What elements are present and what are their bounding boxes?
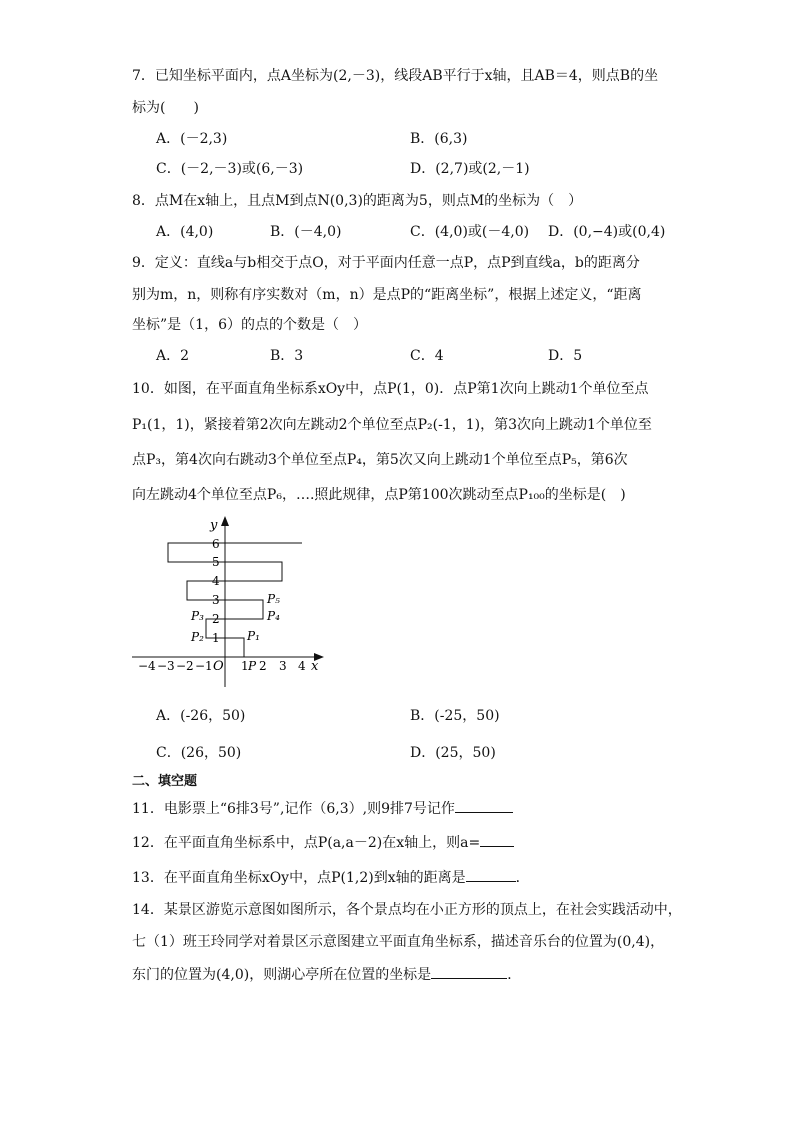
q14-line2: 七（1）班王玲同学对着景区示意图建立平面直角坐标系，描述音乐台的位置为(0,4)， [132, 934, 665, 950]
origin-label: O [213, 659, 224, 674]
q10-line2: P₁(1，1)，紧接着第2次向左跳动2个单位至点P₂(-1，1)，第3次向上跳动1个单位至 [132, 417, 652, 433]
q12-line [132, 832, 514, 853]
x-tick-label: 3 [279, 659, 287, 673]
q14-line3-wrap: 东门的位置为(4,0)，则湖心亭所在位置的坐标是 ． [132, 964, 521, 985]
y-axis-arrow [221, 516, 229, 526]
x-p-label: P [248, 659, 257, 673]
x-tick-label: 1 [241, 659, 249, 673]
q9-line2: 别为m，n，则称有序实数对（m，n）是点P的“距离坐标”，根据上述定义，“距离 [132, 287, 642, 303]
q7-option-c: C．(－2,－3)或(6,－3) [156, 161, 304, 177]
x-tick-label: −2 [176, 659, 194, 673]
q10-line1: 10．如图，在平面直角坐标系xOy中，点P(1，0)．点P第1次向上跳动1个单位至点 [132, 381, 649, 397]
q13-answer-blank[interactable] [466, 867, 516, 882]
q12-text: 12．在平面直角坐标系中，点P(a,a－2)在x轴上，则a= [132, 835, 481, 851]
jump-path [168, 543, 302, 657]
q8-line1: 8．点M在x轴上，且点M到点N(0,3)的距离为5，则点M的坐标为（ ） [132, 193, 583, 209]
q10-line4: 向左跳动4个单位至点P₆，….照此规律，点P第100次跳动至点P₁₀₀的坐标是( ) [132, 487, 626, 503]
section-heading: 二、填空题 [132, 774, 198, 789]
q9-option-c: C．4 [410, 348, 444, 364]
q9-option-d: D．5 [548, 348, 583, 364]
point-label-p2: P₂ [191, 630, 204, 644]
q9-line1: 9．定义：直线a与b相交于点O，对于平面内任意一点P，点P到直线a，b的距离分 [132, 255, 640, 271]
q11-answer-blank[interactable] [455, 798, 513, 813]
x-axis-label: x [311, 659, 319, 674]
q10-option-b: B．(-25，50) [410, 708, 500, 724]
q11-line [132, 798, 513, 819]
q10-coordinate-figure [128, 512, 328, 692]
x-tick-label: 2 [259, 659, 267, 673]
q14-line3: 东门的位置为(4,0)，则湖心亭所在位置的坐标是 [132, 967, 432, 983]
q8-option-a: A．(4,0) [156, 224, 214, 240]
point-label-p3: P₃ [191, 609, 204, 623]
point-label-p5: P₅ [267, 592, 280, 606]
q12-answer-blank[interactable] [480, 832, 514, 847]
q7-line1: 7．已知坐标平面内，点A坐标为(2,－3)，线段AB平行于x轴，且AB＝4，则点B的坐 [132, 68, 659, 84]
x-tick-label: −4 [138, 659, 156, 673]
q10-option-c: C．(26，50) [156, 745, 242, 761]
q9-option-b: B．3 [270, 348, 304, 364]
q14-line1: 14．某景区游览示意图如图所示，各个景点均在小正方形的顶点上，在社会实践活动中， [132, 902, 682, 918]
y-tick-label: 4 [212, 574, 220, 588]
x-tick-label: 4 [298, 659, 306, 673]
q8-option-d: D．(0,−4)或(0,4) [548, 224, 666, 240]
q8-option-c: C．(4,0)或(－4,0) [410, 224, 530, 240]
q7-option-d: D．(2,7)或(2,－1) [410, 161, 530, 177]
y-axis-label: y [210, 518, 218, 533]
y-tick-label: 5 [212, 555, 220, 569]
q13-line: 13．在平面直角坐标xOy中，点P(1,2)到x轴的距离是 ． [132, 867, 530, 888]
point-label-p4: P₄ [267, 609, 280, 623]
y-tick-label: 3 [212, 593, 220, 607]
point-label-p1: P₁ [247, 629, 260, 643]
q10-option-d: D．(25，50) [410, 745, 496, 761]
q10-option-a: A．(-26，50) [156, 708, 246, 724]
x-tick-label: −3 [157, 659, 175, 673]
q9-option-a: A．2 [156, 348, 190, 364]
q10-line3: 点P₃，第4次向右跳动3个单位至点P₄，第5次又向上跳动1个单位至点P₅，第6次 [132, 452, 628, 468]
q7-line2: 标为( ) [132, 100, 199, 116]
q7-option-b: B．(6,3) [410, 131, 468, 147]
q8-option-b: B．(－4,0) [270, 224, 342, 240]
y-tick-label: 6 [212, 537, 220, 551]
y-tick-label: 1 [212, 631, 220, 645]
q13-text: 13．在平面直角坐标xOy中，点P(1,2)到x轴的距离是 [132, 870, 466, 886]
q9-line3: 坐标”是（1，6）的点的个数是（ ） [132, 317, 367, 333]
y-tick-label: 2 [212, 612, 220, 626]
q11-text: 11．电影票上“6排3号”,记作（6,3）,则9排7号记作 [132, 801, 455, 817]
x-tick-label: −1 [195, 659, 213, 673]
q14-answer-blank[interactable] [431, 964, 507, 979]
q7-option-a: A．(－2,3) [156, 131, 228, 147]
